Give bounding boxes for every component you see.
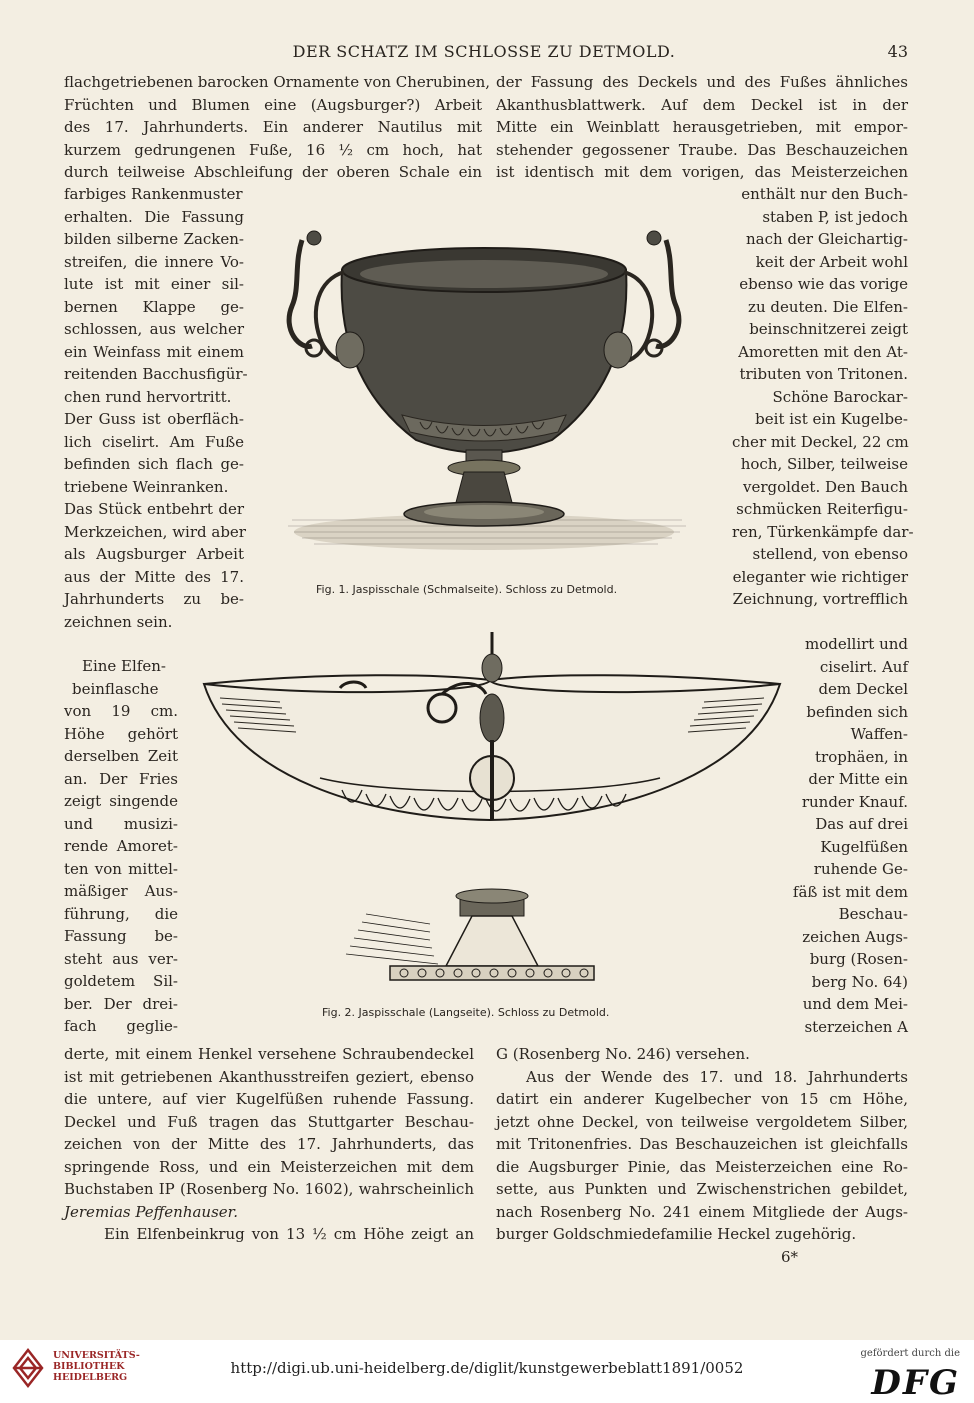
- library-line: HEIDELBERG: [53, 1372, 128, 1383]
- text-line: flachgetriebenen barocken Ornamente von Cherubinen,: [64, 73, 490, 91]
- figure-2-caption: Fig. 2. Jaspisschale (Langseite). Schloss zu Detmold.: [322, 1006, 610, 1019]
- text-line: Höhe gehört: [64, 724, 178, 743]
- text-line: runder Knauf.: [801, 792, 908, 811]
- text-line: ruhende Ge-: [813, 860, 908, 878]
- text-line: tributen von Tritonen.: [739, 365, 908, 383]
- text-line: lich ciselirt. Am Fuße: [64, 432, 244, 451]
- text-line: fäß ist mit dem: [792, 882, 908, 901]
- text-line: mit Tritonenfries. Das Beschauzeichen ist gleichfalls: [496, 1135, 908, 1153]
- text-line: Zeichnung, vortrefflich: [732, 590, 908, 608]
- text-line: Früchten und Blumen eine (Augsburger?) Arbeit: [64, 95, 482, 114]
- bowl-long-illustration: [190, 628, 796, 1000]
- text-line: Ein Elfenbeinkrug von 13 ½ cm Höhe zeigt an: [104, 1225, 474, 1243]
- text-line: sterzeichen A: [804, 1017, 908, 1036]
- text-line: datirt ein anderer Kugelbecher von 15 cm Höhe,: [496, 1090, 908, 1108]
- text-line: derte, mit einem Henkel versehene Schraubendeckel: [64, 1045, 474, 1063]
- text-line: stellend, von ebenso: [752, 545, 908, 563]
- text-column-left-narrow: [64, 183, 248, 633]
- bowl-illustration: [252, 210, 728, 590]
- library-line: UNIVERSITÄTS-: [53, 1350, 140, 1361]
- text-line: nach der Gleichartig-: [746, 230, 908, 248]
- text-column-right-narrow: [732, 183, 914, 611]
- text-line: Schöne Barockar-: [772, 387, 908, 406]
- text-line: ber. Der drei-: [64, 994, 178, 1013]
- text-line: Kugelfüßen: [820, 837, 908, 856]
- text-line: Deckel und Fuß tragen das Stuttgarter Beschau-: [64, 1112, 474, 1131]
- figure-1-jasper-bowl: [252, 210, 728, 590]
- page-number: 43: [887, 42, 908, 61]
- text-line: von 19 cm.: [64, 702, 178, 720]
- text-line: ten von mittel-: [64, 859, 178, 878]
- text-line: bernen Klappe ge-: [64, 297, 244, 316]
- text-line: hoch, Silber, teilweise: [740, 455, 908, 473]
- text-line: Das Stück entbehrt der: [64, 500, 244, 518]
- text-line: ren, Türkenkämpfe dar-: [732, 522, 914, 541]
- text-line: zeichen Augs-: [802, 927, 908, 946]
- text-line: G (Rosenberg No. 246) versehen.: [496, 1045, 750, 1063]
- text-line-name: Jeremias Peffenhauser.: [64, 1202, 238, 1221]
- text-line: ist mit getriebenen Akanthusstreifen geziert, ebenso: [64, 1067, 474, 1086]
- text-line: zeigt singende: [64, 792, 178, 810]
- text-line: Mitte ein Weinblatt herausgetrieben, mit empor-: [496, 118, 908, 136]
- text-line: befinden sich flach ge-: [64, 455, 244, 473]
- funding-note: gefördert durch die: [860, 1348, 960, 1359]
- text-line: goldetem Sil-: [64, 972, 178, 990]
- library-line: BIBLIOTHEK: [53, 1361, 125, 1372]
- text-line: Aus der Wende des 17. und 18. Jahrhunderts: [526, 1067, 908, 1086]
- text-line: an. Der Fries: [64, 769, 178, 788]
- text-line: reitenden Bacchusfigür-: [64, 365, 248, 383]
- text-line: Buchstaben IP (Rosenberg No. 1602), wahrscheinlich: [64, 1180, 474, 1198]
- text-line: und musizi-: [64, 814, 178, 833]
- text-line: streifen, die innere Vo-: [64, 252, 244, 271]
- text-line: Waffen-: [850, 725, 908, 743]
- text-line: durch teilweise Abschleifung der oberen Schale ein: [64, 163, 482, 181]
- text-line: als Augsburger Arbeit: [64, 545, 244, 563]
- text-line: Merkzeichen, wird aber: [64, 522, 246, 541]
- text-line: die untere, auf vier Kugelfüßen ruhende Fassung.: [64, 1090, 474, 1108]
- text-line: schmücken Reiterfigu-: [736, 500, 908, 518]
- dfg-logo: DFG: [871, 1363, 960, 1403]
- text-line: zu deuten. Die Elfen-: [748, 297, 908, 316]
- text-line: mäßiger Aus-: [64, 882, 178, 900]
- text-line: fach geglie-: [64, 1017, 178, 1035]
- permalink-url[interactable]: http://digi.ub.uni-heidelberg.de/diglit/kunstgewerbeblatt1891/0052: [230, 1359, 744, 1377]
- text-line: beinflasche: [72, 679, 159, 698]
- signature-mark: 6*: [780, 1247, 798, 1266]
- text-line: beinschnitzerei zeigt: [749, 320, 908, 338]
- text-line: stehender gegossener Traube. Das Beschauzeichen: [496, 140, 908, 159]
- text-line: eleganter wie richtiger: [732, 567, 908, 586]
- text-line: Der Guss ist oberfläch-: [64, 410, 244, 428]
- text-line: cher mit Deckel, 22 cm: [732, 432, 909, 451]
- text-line: des 17. Jahrhunderts. Ein anderer Nautilus mit: [64, 118, 482, 136]
- text-line: bilden silberne Zacken-: [64, 230, 244, 248]
- text-line: ebenso wie das vorige: [739, 275, 908, 293]
- text-line: beit ist ein Kugelbe-: [755, 410, 908, 428]
- text-line: führung, die: [64, 904, 178, 923]
- text-line: Eine Elfen-: [82, 657, 166, 675]
- text-line: schlossen, aus welcher: [64, 320, 244, 338]
- text-column-upper-right: [496, 71, 908, 184]
- text-line: springende Ross, und ein Meisterzeichen mit dem: [64, 1157, 474, 1176]
- text-line: burger Goldschmiedefamilie Heckel zugehörig.: [496, 1225, 857, 1243]
- text-line: Amoretten mit den At-: [738, 342, 908, 361]
- text-line: Fassung be-: [64, 927, 178, 945]
- text-line: berg No. 64): [811, 972, 908, 991]
- text-line: keit der Arbeit wohl: [755, 252, 908, 271]
- text-column-left-narrower: [64, 655, 178, 1038]
- text-line: die Augsburger Pinie, das Meisterzeichen eine Ro-: [496, 1157, 908, 1176]
- text-line: der Mitte ein: [808, 770, 908, 788]
- text-column-upper-left: [64, 71, 490, 184]
- page-header: [60, 42, 908, 68]
- figure-2-jasper-bowl: [190, 628, 796, 1000]
- text-line: kurzem gedrungenen Fuße, 16 ½ cm hoch, hat: [64, 140, 482, 159]
- text-line: befinden sich: [806, 702, 908, 721]
- text-column-right-narrower: [788, 633, 908, 1038]
- text-line: Beschau-: [838, 905, 908, 923]
- text-line: und dem Mei-: [802, 995, 908, 1013]
- text-line: lute ist mit einer sil-: [64, 275, 244, 293]
- text-line: nach Rosenberg No. 241 einem Mitgliede der Augs-: [496, 1202, 908, 1221]
- text-line: der Fassung des Deckels und des Fußes ähnliches: [496, 73, 908, 91]
- text-line: steht aus ver-: [64, 949, 178, 968]
- text-line: zeichen von der Mitte des 17. Jahrhunderts, das: [64, 1135, 474, 1153]
- text-line: vergoldet. Den Bauch: [742, 477, 908, 496]
- text-line: rende Amoret-: [64, 837, 178, 855]
- text-line: aus der Mitte des 17.: [64, 567, 244, 586]
- text-line: Das auf drei: [815, 815, 908, 833]
- text-line: trophäen, in: [815, 747, 908, 766]
- text-column-lower-right: [496, 1043, 908, 1268]
- text-line: ist identisch mit dem vorigen, das Meisterzeichen: [496, 163, 908, 181]
- text-line: ciselirt. Auf: [819, 657, 908, 676]
- text-line: burg (Rosen-: [809, 950, 908, 968]
- text-line: Akanthusblattwerk. Auf dem Deckel ist in der: [496, 95, 908, 114]
- text-line: triebene Weinranken.: [64, 477, 229, 496]
- text-line: derselben Zeit: [64, 747, 178, 765]
- text-column-lower-left: [64, 1043, 474, 1246]
- running-title: DER SCHATZ IM SCHLOSSE ZU DETMOLD.: [292, 42, 676, 61]
- text-line: Jahrhunderts zu be-: [64, 590, 244, 608]
- text-line: jetzt ohne Deckel, von teilweise vergoldetem Silber,: [496, 1112, 908, 1131]
- figure-1-caption: Fig. 1. Jaspisschale (Schmalseite). Schloss zu Detmold.: [316, 583, 618, 596]
- text-line: zeichnen sein.: [64, 612, 173, 631]
- text-line: chen rund hervortritt.: [64, 387, 232, 406]
- text-line: modellirt und: [804, 635, 908, 653]
- text-line: erhalten. Die Fassung: [64, 207, 244, 226]
- text-line: staben P, ist jedoch: [762, 207, 908, 226]
- text-line: enthält nur den Buch-: [741, 185, 908, 203]
- text-line: ein Weinfass mit einem: [64, 342, 244, 361]
- text-line: farbiges Rankenmuster: [64, 185, 243, 203]
- text-line: dem Deckel: [818, 680, 908, 698]
- text-line: sette, aus Punkten und Zwischenstrichen gebildet,: [496, 1180, 908, 1198]
